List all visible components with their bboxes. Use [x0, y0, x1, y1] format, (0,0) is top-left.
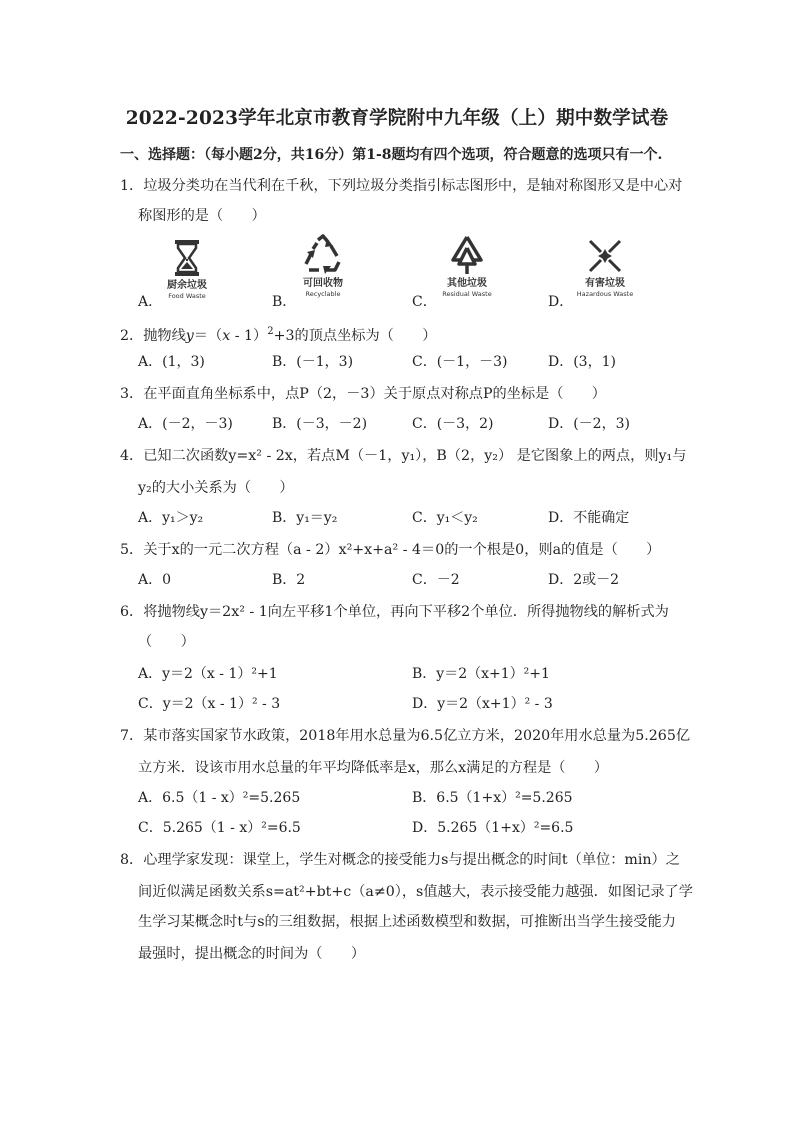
q4-option-c: C．y₁＜y₂	[412, 510, 478, 526]
q4-stem-line2: y₂的大小关系为（ ）	[138, 480, 294, 496]
q7-option-b: B．6.5（1+x）²=5.265	[412, 790, 573, 806]
hazardous-waste-sign	[568, 236, 642, 298]
food-waste-en: Food Waste	[168, 292, 206, 300]
q1-stem-line2: 称图形的是（ ）	[138, 208, 266, 224]
q5-option-b: B．2	[272, 572, 306, 588]
q3-option-b: B．(－3，－2)	[272, 416, 368, 432]
q7-option-a: A．6.5（1 - x）²=5.265	[138, 790, 301, 806]
residual-icon	[445, 234, 489, 276]
q4-option-d: D．不能确定	[548, 510, 630, 526]
q5-stem: 5．关于x的一元二次方程（a - 2）x²+x+a² - 4＝0的一个根是0，则a的值是（ ）	[120, 542, 661, 558]
q1-option-b: B．	[272, 294, 297, 310]
q2-option-c: C．(－1，－3)	[412, 354, 508, 370]
q1-option-c: C．	[412, 294, 437, 310]
food-waste-cn: 厨余垃圾	[167, 280, 207, 291]
hazardous-waste-en: Hazardous Waste	[576, 290, 634, 298]
residual-waste-en: Residual Waste	[442, 290, 492, 298]
q1-option-a: A．	[138, 294, 163, 310]
q5-option-c: C．－2	[412, 572, 460, 588]
recyclable-en: Recyclable	[305, 290, 341, 298]
q8-stem-line1: 8．心理学家发现：课堂上，学生对概念的接受能力s与提出概念的时间t（单位：min）之	[120, 852, 680, 868]
hazardous-waste-cn: 有害垃圾	[585, 278, 625, 289]
q2-option-a: A．(1，3)	[138, 354, 205, 370]
q2-option-b: B．(－1，3)	[272, 354, 354, 370]
hourglass-icon	[167, 238, 207, 278]
q8-stem-line2: 间近似满足函数关系s=at²+bt+c（a≠0），s值越大，表示接受能力越强．如图记录了学	[138, 884, 693, 900]
food-waste-sign	[150, 238, 224, 300]
q4-option-a: A．y₁＞y₂	[138, 510, 204, 526]
recycle-icon	[301, 234, 345, 276]
q6-option-a: A．y＝2（x - 1）²+1	[138, 666, 278, 682]
hazard-icon	[585, 236, 625, 276]
q2-option-d: D．(3，1)	[548, 354, 616, 370]
q8-stem-line4: 最强时，提出概念的时间为（ ）	[138, 946, 366, 962]
q6-stem-line2: （ ）	[138, 634, 195, 650]
recyclable-sign	[286, 234, 360, 298]
q7-stem-line1: 7．某市落实国家节水政策，2018年用水总量为6.5亿立方米，2020年用水总量为5.265亿	[120, 728, 691, 744]
q3-option-d: D．(－2，3)	[548, 416, 630, 432]
q6-option-d: D．y＝2（x+1）² - 3	[412, 696, 553, 712]
q4-stem-line1: 4．已知二次函数y=x² - 2x，若点M（－1，y₁），B（2，y₂） 是它图象上的两点，则y₁与	[120, 448, 687, 464]
q7-stem-line2: 立方米．设该市用水总量的年平均降低率是x，那么x满足的方程是（ ）	[138, 760, 609, 776]
q3-option-c: C．(－3，2)	[412, 416, 494, 432]
q6-option-c: C．y＝2（x - 1）² - 3	[138, 696, 281, 712]
q5-option-d: D．2或－2	[548, 572, 620, 588]
q6-option-b: B．y＝2（x+1）²+1	[412, 666, 550, 682]
page-title: 2022-2023学年北京市教育学院附中九年级（上）期中数学试卷	[125, 108, 669, 129]
q3-stem: 3．在平面直角坐标系中，点P（2，－3）关于原点对称点P的坐标是（ ）	[120, 386, 606, 402]
q7-option-c: C．5.265（1 - x）²=6.5	[138, 820, 301, 836]
q8-stem-line3: 生学习某概念时t与s的三组数据，根据上述函数模型和数据，可推断出当学生接受能力	[138, 914, 676, 930]
section-heading: 一、选择题：（每小题2分，共16分）第1-8题均有四个选项，符合题意的选项只有一个.	[120, 147, 663, 163]
q4-option-b: B．y₁＝y₂	[272, 510, 338, 526]
residual-waste-sign	[430, 234, 504, 298]
q6-stem-line1: 6．将抛物线y＝2x² - 1向左平移1个单位，再向下平移2个单位．所得抛物线的解析式为	[120, 604, 669, 620]
q3-option-a: A．(－2，－3)	[138, 416, 233, 432]
residual-waste-cn: 其他垃圾	[447, 278, 487, 289]
q5-option-a: A．0	[138, 572, 172, 588]
q1-option-d: D．	[548, 294, 574, 310]
q7-option-d: D．5.265（1+x）²=6.5	[412, 820, 574, 836]
recyclable-cn: 可回收物	[303, 278, 343, 289]
q1-stem-line1: 1．垃圾分类功在当代利在千秋，下列垃圾分类指引标志图形中，是轴对称图形又是中心对	[120, 178, 683, 194]
q2-stem: 2．抛物线y＝（x - 1）$^2$+3的顶点坐标为（ ）	[120, 326, 437, 344]
